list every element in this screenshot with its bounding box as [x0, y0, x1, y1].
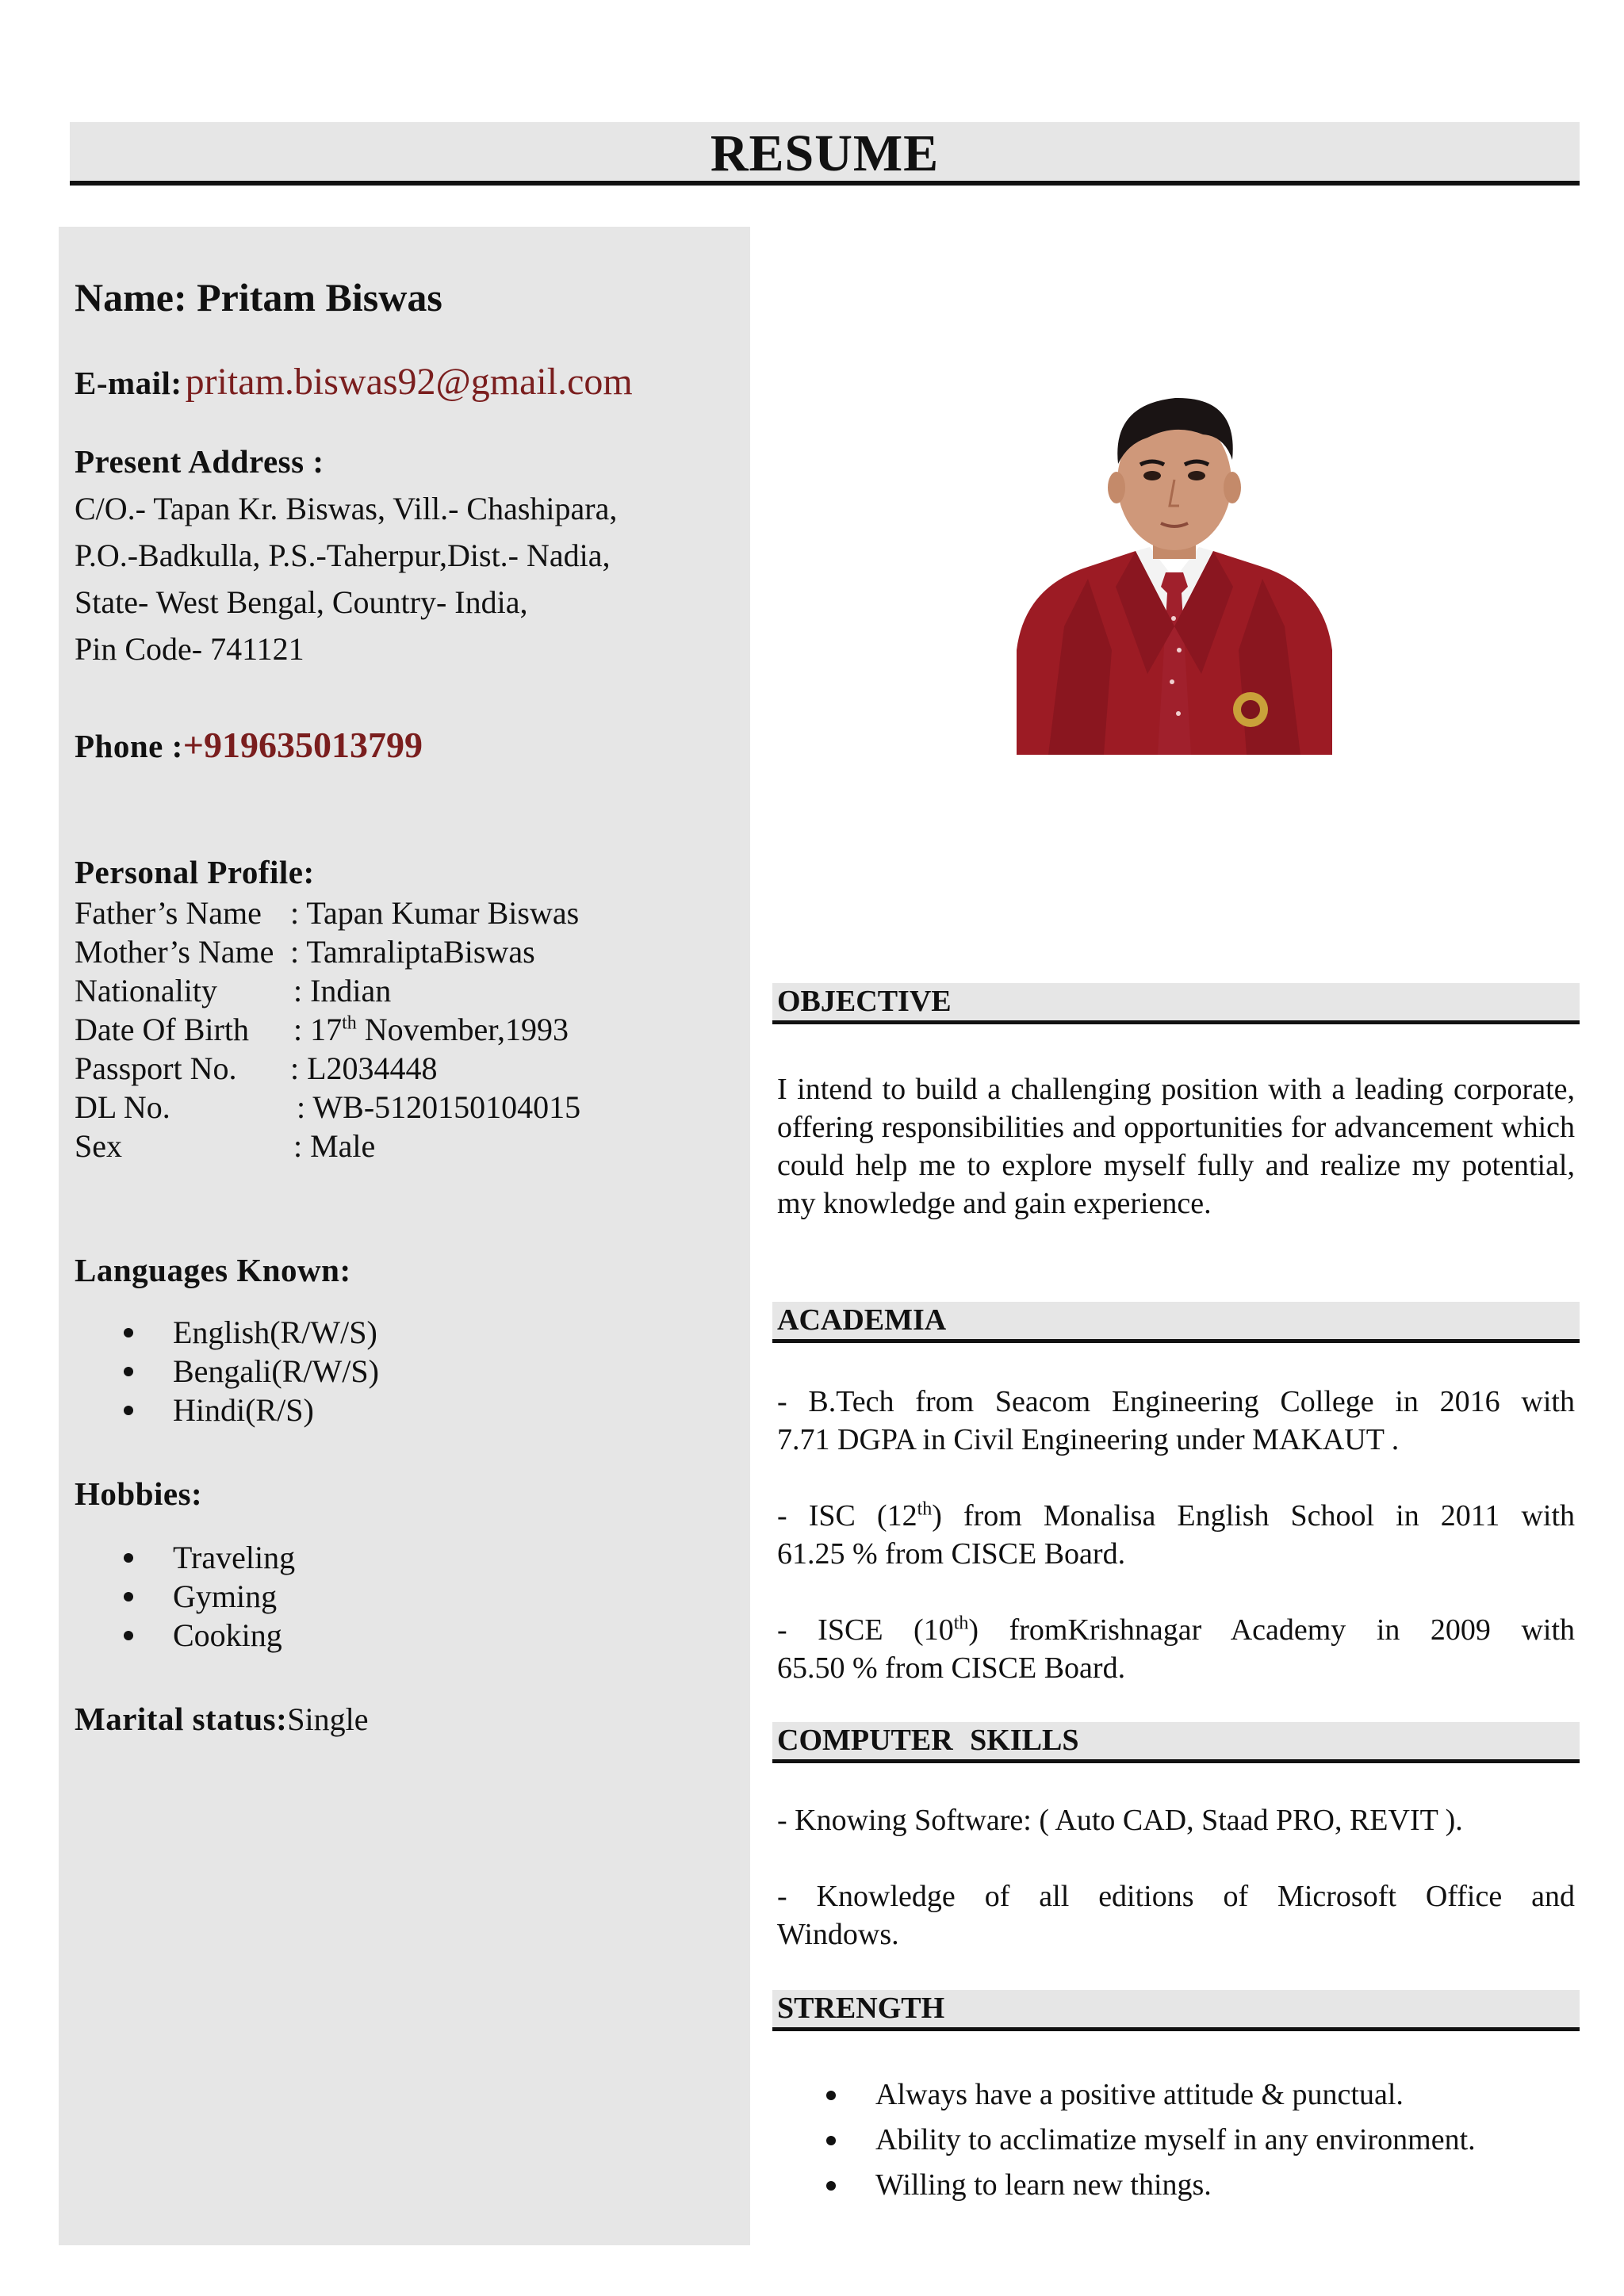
name-label: Name: — [75, 275, 187, 320]
email-label: E-mail: — [75, 365, 182, 401]
skills-item-1: - Knowing Software: ( Auto CAD, Staad PRO, REVIT ). — [777, 1804, 1463, 1837]
email-line — [75, 360, 633, 404]
hobbies-label: Hobbies: — [75, 1475, 203, 1512]
bullet-icon — [826, 2136, 836, 2145]
page-title: RESUME — [710, 124, 940, 182]
profile-key: DL No. — [75, 1089, 170, 1125]
profile-value: : Male — [293, 1128, 376, 1164]
profile-row-nationality — [75, 972, 677, 1010]
name-line — [75, 274, 442, 320]
academia-item-2-line-2: 61.25 % from CISCE Board. — [777, 1537, 1126, 1571]
address-line-4: Pin Code- 741121 — [75, 631, 304, 667]
skills-item-2-line-2: Windows. — [777, 1918, 899, 1951]
languages-label: Languages Known: — [75, 1252, 351, 1288]
marital-line — [75, 1700, 369, 1738]
address-line-1: C/O.- Tapan Kr. Biswas, Vill.- Chashipara, — [75, 491, 618, 526]
profile-key: Nationality — [75, 973, 217, 1008]
profile-row-dl — [75, 1089, 677, 1127]
profile-key: Passport No. — [75, 1050, 237, 1086]
title-bar — [70, 122, 1580, 186]
profile-value: : Indian — [293, 973, 392, 1008]
bullet-icon — [826, 2181, 836, 2191]
address-line-2: P.O.-Badkulla, P.S.-Taherpur,Dist.- Nadia, — [75, 538, 611, 573]
profile-key: Sex — [75, 1128, 122, 1164]
objective-heading: OBJECTIVE — [772, 983, 1580, 1024]
phone-line — [75, 724, 423, 766]
academia-item-3-line-2: 65.50 % from CISCE Board. — [777, 1651, 1126, 1685]
email-value[interactable]: pritam.biswas92@gmail.com — [185, 361, 633, 403]
strength-heading: STRENGTH — [772, 1990, 1580, 2031]
academia-item-3-line-1: - ISCE (10th) fromKrishnagar Academy in 2009 with — [777, 1613, 1576, 1647]
profile-value: : 17th November,1993 — [293, 1012, 569, 1047]
academia-item-1-line-2: 7.71 DGPA in Civil Engineering under MAKAUT . — [777, 1423, 1400, 1456]
profile-key: Mother’s Name — [75, 934, 274, 970]
bullet-icon — [124, 1328, 133, 1337]
profile-row-passport — [75, 1050, 677, 1088]
bullet-icon — [124, 1553, 133, 1563]
phone-value[interactable]: +919635013799 — [182, 725, 423, 765]
profile-value: : L2034448 — [290, 1050, 438, 1086]
address-label: Present Address : — [75, 443, 324, 480]
profile-photo — [1017, 388, 1332, 755]
bullet-icon — [124, 1406, 133, 1415]
objective-text: I intend to build a challenging position with a leading corporate, offering responsibilities and opportunities for advancement which could help me to explore myself fully and realize my potential, my knowledge and gain experience. — [777, 1073, 1575, 1220]
profile-key: Date Of Birth — [75, 1012, 249, 1047]
academia-heading: ACADEMIA — [772, 1302, 1580, 1343]
profile-value: : TamraliptaBiswas — [290, 934, 535, 970]
profile-row-sex — [75, 1127, 677, 1165]
profile-value: : Tapan Kumar Biswas — [290, 895, 580, 931]
bullet-icon — [826, 2091, 836, 2100]
personal-profile-label: Personal Profile: — [75, 854, 315, 890]
name-value: Pritam Biswas — [197, 275, 442, 320]
academia-item-2-line-1: - ISC (12th) from Monalisa English School in 2011 with — [777, 1498, 1575, 1533]
phone-label: Phone : — [75, 728, 183, 764]
profile-value: : WB-5120150104015 — [297, 1089, 581, 1125]
left-panel — [59, 227, 750, 2245]
skills-item-2-line-1: - Knowledge of all editions of Microsoft Office and — [777, 1880, 1575, 1913]
profile-key: Father’s Name — [75, 895, 262, 931]
bullet-icon — [124, 1592, 133, 1601]
computer-skills-heading: COMPUTER SKILLS — [772, 1722, 1580, 1763]
bullet-icon — [124, 1631, 133, 1640]
marital-value: Single — [287, 1701, 369, 1737]
profile-row-father — [75, 894, 677, 932]
profile-row-mother — [75, 933, 677, 971]
profile-row-dob — [75, 1011, 677, 1049]
academia-item-1-line-1: - B.Tech from Seacom Engineering College in 2016 with — [777, 1385, 1575, 1418]
address-line-3: State- West Bengal, Country- India, — [75, 584, 528, 620]
marital-label: Marital status: — [75, 1701, 288, 1737]
bullet-icon — [124, 1367, 133, 1376]
